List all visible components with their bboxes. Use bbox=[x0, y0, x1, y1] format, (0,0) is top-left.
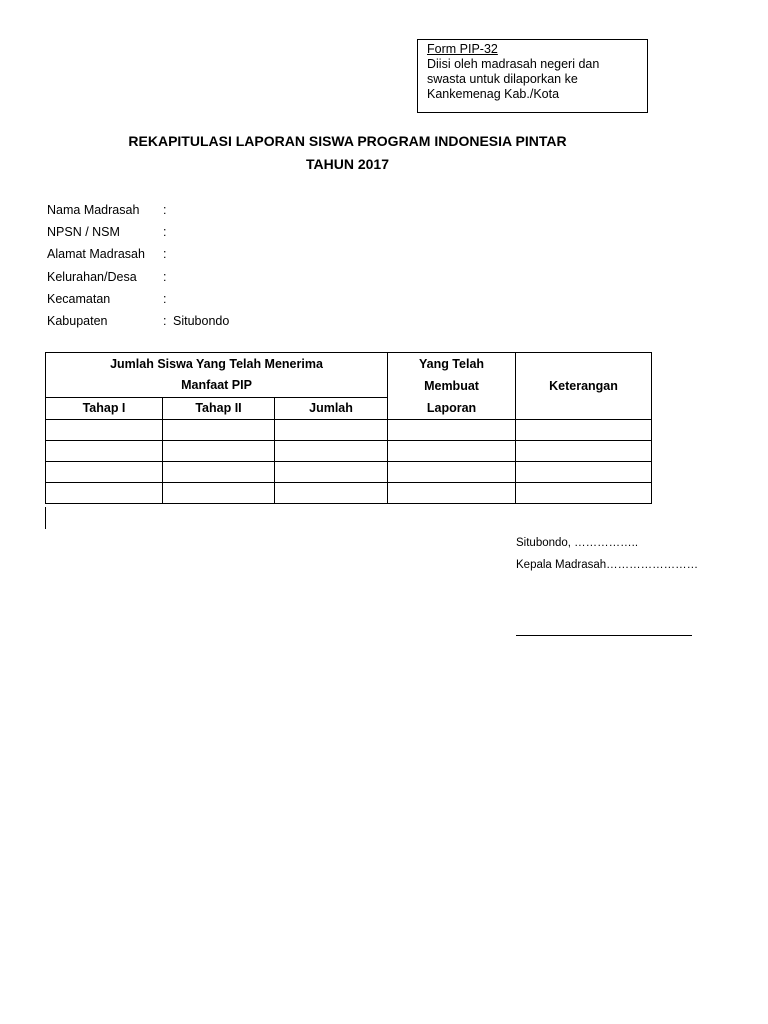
field-npsn-nsm bbox=[47, 223, 229, 245]
form-code-box bbox=[417, 39, 648, 113]
header-yang-line3: Laporan bbox=[426, 401, 477, 415]
field-alamat-madrasah bbox=[47, 245, 229, 267]
field-label: Kelurahan/Desa bbox=[47, 269, 137, 284]
field-label: NPSN / NSM bbox=[47, 225, 120, 240]
table-cell bbox=[46, 420, 163, 441]
field-separator: : bbox=[163, 291, 167, 306]
document-year: TAHUN 2017 bbox=[306, 156, 389, 172]
recap-table bbox=[45, 352, 652, 504]
field-separator: : bbox=[163, 313, 167, 328]
field-separator: : bbox=[163, 225, 167, 240]
field-kecamatan bbox=[47, 290, 229, 312]
table-row bbox=[46, 420, 652, 441]
header-tahap-2: Tahap II bbox=[163, 397, 275, 419]
table-cell bbox=[46, 462, 163, 483]
header-yang-line1: Yang Telah bbox=[418, 357, 485, 371]
signature-line bbox=[516, 635, 692, 636]
table-cell bbox=[388, 462, 516, 483]
table-cell bbox=[275, 483, 388, 504]
table-cell bbox=[163, 420, 275, 441]
table-cell bbox=[163, 462, 275, 483]
field-label: Kecamatan bbox=[47, 291, 111, 306]
table-cell bbox=[388, 483, 516, 504]
field-separator: : bbox=[163, 269, 167, 284]
signature-place-date: Situbondo, …………….. bbox=[516, 537, 639, 549]
header-jumlah-siswa-line1: Jumlah Siswa Yang Telah Menerima bbox=[110, 357, 323, 371]
field-nama-madrasah bbox=[47, 201, 229, 223]
field-value: Situbondo bbox=[173, 313, 230, 328]
field-label: Alamat Madrasah bbox=[47, 247, 145, 262]
table-cell bbox=[46, 441, 163, 462]
table-cell bbox=[516, 420, 652, 441]
header-jumlah-siswa-line2: Manfaat PIP bbox=[181, 378, 252, 392]
table-cell bbox=[516, 462, 652, 483]
header-yang-line2: Membuat bbox=[424, 379, 479, 393]
field-kabupaten bbox=[47, 312, 229, 334]
field-kelurahan-desa bbox=[47, 268, 229, 290]
document-title: REKAPITULASI LAPORAN SISWA PROGRAM INDONESIA PINTAR bbox=[128, 133, 567, 149]
table-cell bbox=[516, 441, 652, 462]
table-cell bbox=[46, 483, 163, 504]
header-jumlah-siswa bbox=[46, 353, 388, 398]
signature-role: Kepala Madrasah…………………… bbox=[516, 559, 699, 571]
field-label: Nama Madrasah bbox=[47, 203, 140, 217]
form-code: Form PIP-32 bbox=[427, 42, 498, 56]
table-cell bbox=[388, 420, 516, 441]
table-cell bbox=[163, 483, 275, 504]
field-separator: : bbox=[163, 247, 167, 262]
header-keterangan: Keterangan bbox=[516, 353, 652, 420]
table-left-border-extension bbox=[45, 507, 46, 529]
header-yang-telah-membuat-laporan bbox=[388, 353, 516, 420]
table-cell bbox=[388, 441, 516, 462]
form-note-line3: Kankemenag Kab./Kota bbox=[427, 87, 560, 101]
form-note-line1: Diisi oleh madrasah negeri dan bbox=[427, 57, 600, 71]
table-row bbox=[46, 462, 652, 483]
header-jumlah: Jumlah bbox=[275, 397, 388, 419]
table-cell bbox=[275, 462, 388, 483]
table-row bbox=[46, 483, 652, 504]
table-cell bbox=[275, 441, 388, 462]
header-tahap-1: Tahap I bbox=[46, 397, 163, 419]
form-note-line2: swasta untuk dilaporkan ke bbox=[427, 72, 578, 86]
field-label: Kabupaten bbox=[47, 313, 108, 328]
table-cell bbox=[275, 420, 388, 441]
identity-fields bbox=[47, 201, 229, 334]
table-cell bbox=[163, 441, 275, 462]
field-separator: : bbox=[163, 203, 167, 217]
table-cell bbox=[516, 483, 652, 504]
table-row bbox=[46, 441, 652, 462]
